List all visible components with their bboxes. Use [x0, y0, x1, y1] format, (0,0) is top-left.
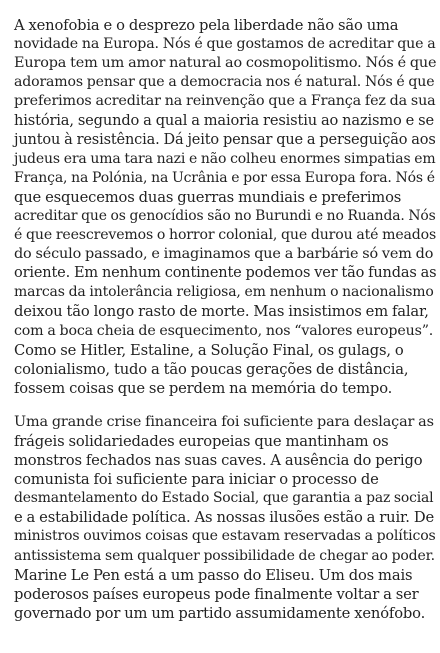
- article-body: [14, 16, 437, 623]
- text-line: França, na Polónia, na Ucrânia e por essa Europa fora. Nós é: [14, 169, 435, 186]
- paragraph-1: [14, 16, 437, 398]
- text-line: e a estabilidade política. As nossas ilusões estão a ruir. De: [14, 509, 434, 527]
- text-line: fossem coisas que se perdem na memória do tempo.: [14, 379, 393, 397]
- text-line: do século passado, e imaginamos que a barbárie só vem do: [14, 246, 434, 263]
- text-line: Marine Le Pen está a um passo do Eliseu. Um dos mais: [14, 566, 413, 584]
- text-line: Uma grande crise financeira foi suficiente para deslaçar as: [14, 413, 434, 430]
- text-line: história, segundo a qual a maioria resistiu ao nazismo e se: [14, 112, 434, 130]
- text-line: judeus era uma tara nazi e não colheu enormes simpatias em: [14, 150, 436, 167]
- text-line: Como se Hitler, Estaline, a Solução Final, os gulags, o: [14, 341, 404, 359]
- text-line: colonialismo, tudo a tão poucas gerações de distância,: [14, 360, 409, 378]
- text-line: é que reescrevemos o horror colonial, que durou até meados: [14, 227, 437, 244]
- paragraph-2: [14, 413, 436, 623]
- text-line: que esquecemos duas guerras mundiais e preferimos: [14, 188, 402, 206]
- text-line: antissistema sem qualquer possibilidade de chegar ao poder.: [14, 547, 435, 564]
- text-line: preferimos acreditar na reinvenção que a França fez da sua: [14, 93, 436, 110]
- text-line: monstros fechados nas suas caves. A ausência do perigo: [14, 452, 423, 470]
- text-line: oriente. Em nenhum continente podemos ver tão fundas as: [14, 265, 437, 282]
- text-line: com a boca cheia de esquecimento, nos “valores europeus”.: [14, 322, 434, 339]
- text-line: novidade na Europa. Nós é que gostamos de acreditar que a: [14, 36, 436, 53]
- text-line: governado por um um partido assumidamente xenófobo.: [14, 604, 426, 622]
- text-line: acreditar que os genocídios são no Burundi e no Ruanda. Nós: [14, 207, 436, 224]
- text-line: comunista foi suficiente para iniciar o processo de: [14, 471, 379, 489]
- text-line: poderosos países europeus pode finalmente voltar a ser: [14, 585, 419, 603]
- text-line: juntou à resistência. Dá jeito pensar que a perseguição aos: [14, 131, 436, 148]
- text-line: frágeis solidariedades europeias que mantinham os: [14, 432, 389, 450]
- text-line: desmantelamento do Estado Social, que garantia a paz social: [14, 490, 434, 507]
- text-line: deixou tão longo rasto de morte. Mas insistimos em falar,: [14, 303, 429, 321]
- text-line: Europa tem um amor natural ao cosmopolitismo. Nós é que: [14, 55, 437, 72]
- text-line: ministros ouvimos coisas que estavam reservadas a políticos: [14, 528, 436, 545]
- text-line: adoramos pensar que a democracia nos é natural. Nós é que: [14, 74, 435, 91]
- text-line: marcas da intolerância religiosa, em nenhum o nacionalismo: [14, 284, 434, 301]
- text-line: A xenofobia e o desprezo pela liberdade não são uma: [14, 17, 399, 34]
